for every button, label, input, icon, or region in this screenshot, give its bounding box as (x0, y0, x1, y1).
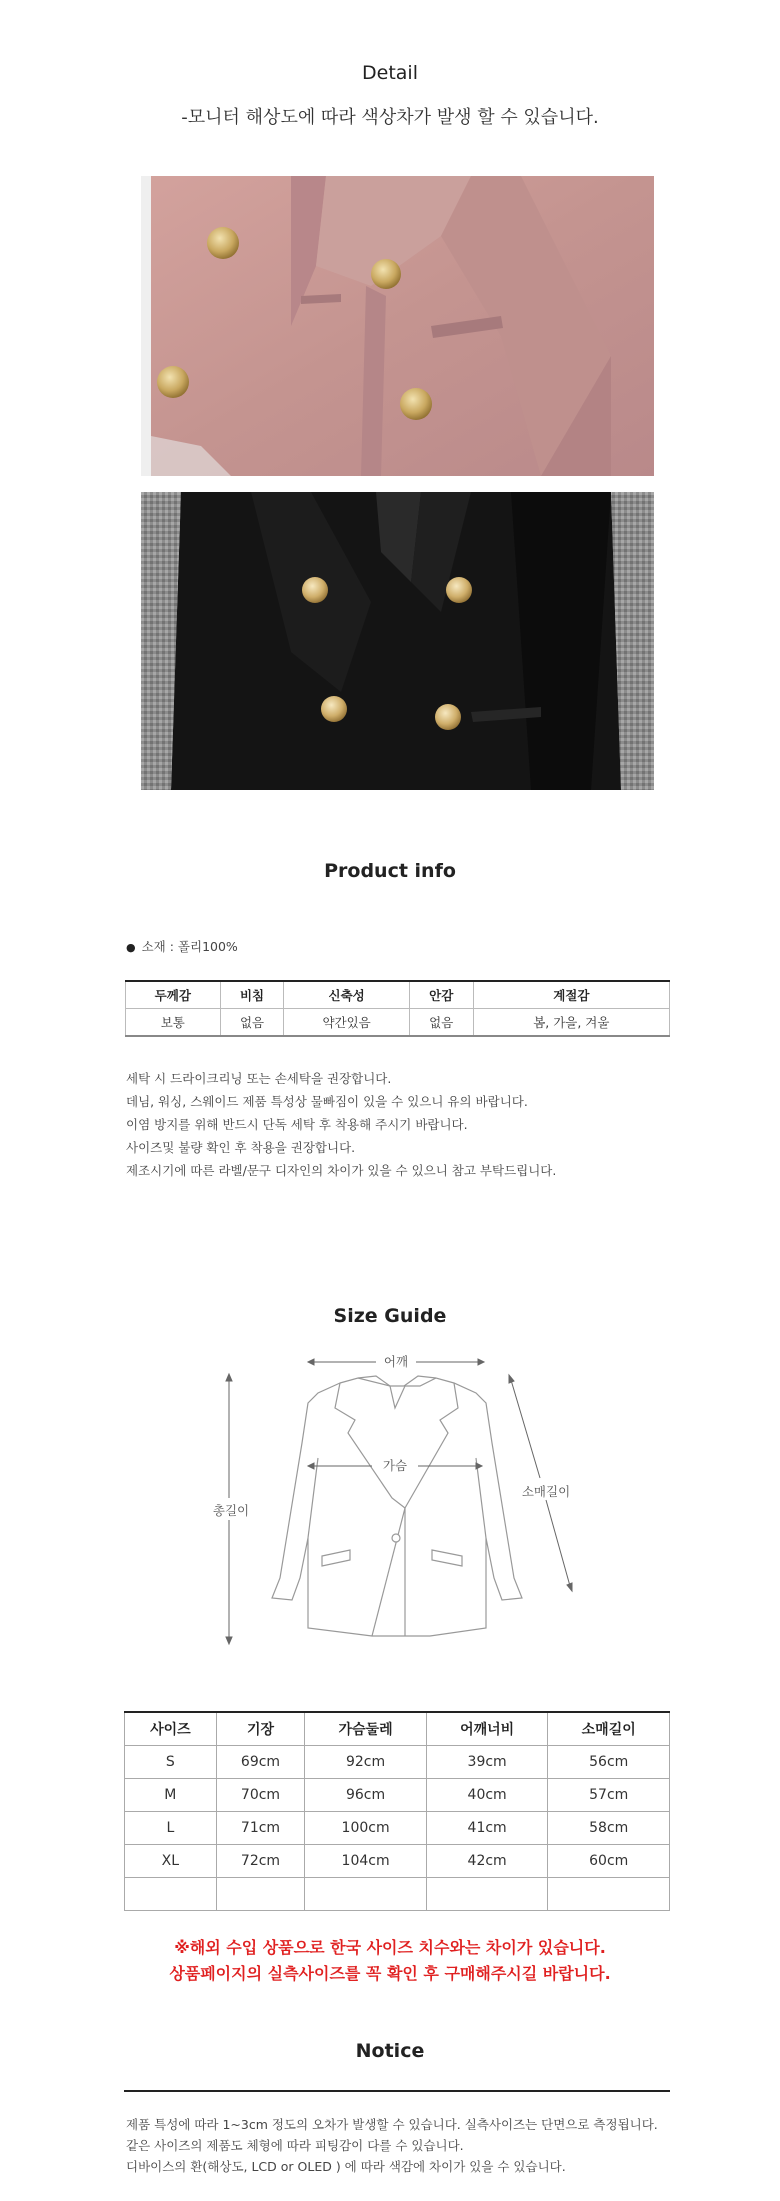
table-cell: 58cm (548, 1812, 670, 1845)
table-cell: 봄, 가을, 겨울 (473, 1009, 669, 1037)
table-row (125, 1812, 670, 1845)
care-line: 데님, 워싱, 스웨이드 제품 특성상 물빠짐이 있을 수 있으니 유의 바랍니다. (126, 1094, 528, 1109)
table-cell: S (125, 1746, 217, 1779)
length-label: 총길이 (212, 1503, 250, 1518)
table-header: 가슴둘레 (305, 1712, 427, 1746)
table-cell (548, 1878, 670, 1911)
table-header-row (126, 981, 670, 1009)
table-cell: XL (125, 1845, 217, 1878)
product-info-title: Product info (324, 860, 456, 882)
table-cell: 없음 (220, 1009, 284, 1037)
size-guide-title: Size Guide (333, 1305, 447, 1327)
notice-line: 제품 특성에 따라 1~3cm 정도의 오차가 발생할 수 있습니다. 실측사이즈는 단면으로 측정됩니다. (126, 2117, 658, 2132)
table-cell: 70cm (216, 1779, 305, 1812)
table-header: 계절감 (473, 981, 669, 1009)
table-cell (125, 1878, 217, 1911)
table-cell: 57cm (548, 1779, 670, 1812)
material-text: 소재 : 폴리100% (141, 939, 238, 954)
table-header: 기장 (216, 1712, 305, 1746)
notice-line: 디바이스의 환(해상도, LCD or OLED ) 에 따라 색감에 차이가 있을 수 있습니다. (126, 2159, 566, 2174)
size-warning-line2: 상품페이지의 실측사이즈를 꼭 확인 후 구매해주시길 바랍니다. (169, 1964, 611, 1983)
table-cell: 약간있음 (284, 1009, 409, 1037)
care-line: 제조시기에 따른 라벨/문구 디자인의 차이가 있을 수 있으니 참고 부탁드립니다. (126, 1163, 557, 1178)
table-cell: 39cm (426, 1746, 548, 1779)
table-cell: 42cm (426, 1845, 548, 1878)
table-header: 사이즈 (125, 1712, 217, 1746)
table-cell: 100cm (305, 1812, 427, 1845)
table-cell: 보통 (126, 1009, 221, 1037)
table-header: 안감 (409, 981, 473, 1009)
table-header: 두께감 (126, 981, 221, 1009)
table-header: 비침 (220, 981, 284, 1009)
table-cell: 60cm (548, 1845, 670, 1878)
table-cell: 71cm (216, 1812, 305, 1845)
care-line: 세탁 시 드라이크리닝 또는 손세탁을 권장합니다. (126, 1071, 392, 1086)
table-header: 어깨너비 (426, 1712, 548, 1746)
black-jacket-photo (141, 492, 654, 790)
table-header: 소매길이 (548, 1712, 670, 1746)
size-warning-line1: ※해외 수입 상품으로 한국 사이즈 치수와는 차이가 있습니다. (174, 1938, 606, 1957)
table-cell: 72cm (216, 1845, 305, 1878)
table-cell: 56cm (548, 1746, 670, 1779)
table-row-empty (125, 1878, 670, 1911)
table-row (125, 1746, 670, 1779)
table-row (126, 1009, 670, 1037)
table-cell (426, 1878, 548, 1911)
table-cell: 40cm (426, 1779, 548, 1812)
page-title: Detail (362, 62, 418, 84)
bullet-icon: ● (126, 941, 136, 954)
product-info-table (125, 980, 670, 1037)
table-header: 신축성 (284, 981, 409, 1009)
size-diagram (200, 1338, 600, 1658)
notice-divider (124, 2090, 670, 2092)
notice-text (126, 2114, 658, 2177)
table-row (125, 1779, 670, 1812)
care-instructions (126, 1067, 556, 1182)
table-header-row (125, 1712, 670, 1746)
size-table (124, 1711, 670, 1911)
table-cell (305, 1878, 427, 1911)
shoulder-label: 어깨 (383, 1354, 409, 1369)
table-cell: 92cm (305, 1746, 427, 1779)
table-cell: 41cm (426, 1812, 548, 1845)
table-cell: 69cm (216, 1746, 305, 1779)
sleeve-label: 소매길이 (521, 1484, 571, 1499)
notice-line: 같은 사이즈의 제품도 체형에 따라 피팅감이 다를 수 있습니다. (126, 2138, 464, 2153)
notice-title: Notice (355, 2040, 425, 2062)
care-line: 사이즈및 불량 확인 후 착용을 권장합니다. (126, 1140, 356, 1155)
table-cell (216, 1878, 305, 1911)
table-cell: M (125, 1779, 217, 1812)
table-cell: 104cm (305, 1845, 427, 1878)
chest-label: 가슴 (382, 1458, 408, 1473)
pink-jacket-photo (141, 176, 654, 476)
color-notice: -모니터 해상도에 따라 색상차가 발생 할 수 있습니다. (181, 107, 599, 128)
table-cell: 없음 (409, 1009, 473, 1037)
table-cell: 96cm (305, 1779, 427, 1812)
table-row (125, 1845, 670, 1878)
table-cell: L (125, 1812, 217, 1845)
care-line: 이염 방지를 위해 반드시 단독 세탁 후 착용해 주시기 바랍니다. (126, 1117, 468, 1132)
material-row (126, 937, 238, 955)
